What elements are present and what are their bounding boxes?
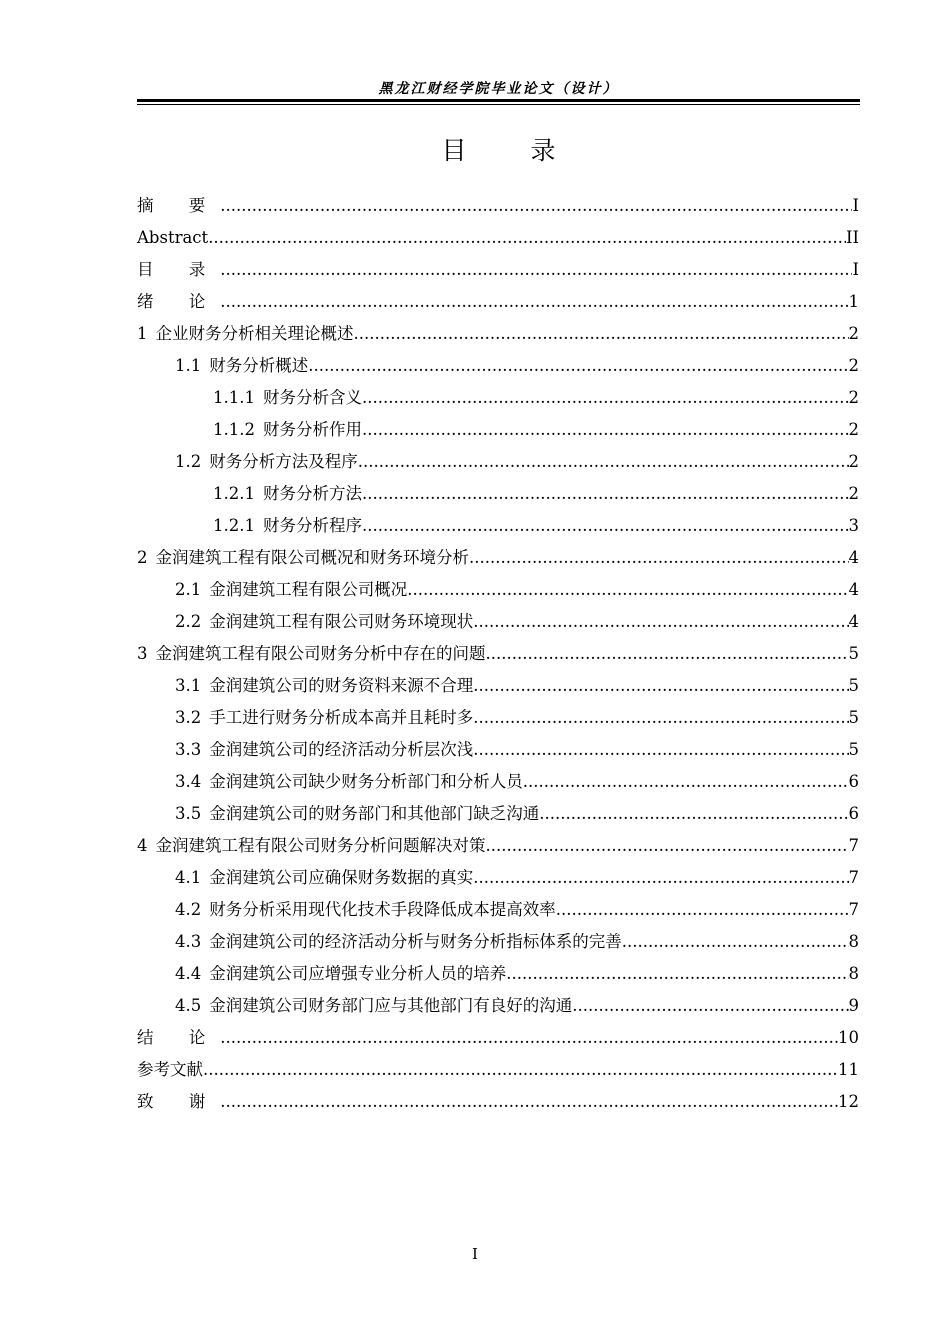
toc-leader-dots [220,194,852,218]
toc-entry-page: 2 [848,452,859,471]
toc-entry-text: 金润建筑公司缺少财务分析部门和分析人员 [209,772,523,791]
toc-entry-page: 9 [848,996,859,1015]
toc-entry-number: 3.3 [175,740,202,759]
toc-entry-text: 结 论 [137,1028,221,1047]
toc-leader-dots [473,610,848,634]
toc-leader-dots [362,514,849,538]
toc-entry-text: 绪 论 [137,292,221,311]
toc-entry[interactable] [137,866,859,898]
toc-entry-number: 2.2 [175,612,202,631]
toc-leader-dots [220,258,852,282]
toc-entry-text: 金润建筑工程有限公司概况和财务环境分析 [155,548,469,567]
toc-entry-text: 财务分析作用 [262,420,362,439]
toc-entry-number: 4.4 [175,964,202,983]
toc-entry[interactable] [137,898,859,930]
toc-entry[interactable] [137,450,859,482]
toc-leader-dots [473,866,848,890]
toc-entry-label [137,258,220,282]
toc-entry-page: 7 [848,868,859,887]
toc-entry-label [137,834,486,858]
toc-leader-dots [354,322,849,346]
toc-entry-text: 目 录 [137,260,221,279]
toc-entry-label [137,194,220,218]
toc-entry-page: 3 [848,516,859,535]
toc-entry[interactable] [137,674,859,706]
toc-entry-page: I [852,260,859,279]
running-header: 黑龙江财经学院毕业论文（设计） [378,81,619,97]
toc-entry[interactable] [137,642,859,674]
toc-entry-number: 1.2 [175,452,202,471]
toc-entry-text: 金润建筑公司的财务资料来源不合理 [209,676,474,695]
toc-leader-dots [622,930,849,954]
toc-entry-number: 3 [137,644,148,663]
toc-entry-number: 3.2 [175,708,202,727]
toc-leader-dots [572,994,848,1018]
toc-entry-page: 4 [848,580,859,599]
toc-entry-number: 1.2.1 [213,516,255,535]
toc-entry-number: 4 [137,836,148,855]
toc-entry[interactable] [137,930,859,962]
toc-entry-label [137,226,208,250]
toc-entry-text: 金润建筑工程有限公司财务分析问题解决对策 [155,836,486,855]
toc-entry[interactable] [137,482,859,514]
toc-entry[interactable] [137,354,859,386]
toc-entry-number: 1.1 [175,356,202,375]
toc-entry-label [175,866,473,890]
table-of-contents [137,194,859,1122]
toc-entry-text: 财务分析程序 [262,516,362,535]
toc-entry-label [137,1090,220,1114]
toc-leader-dots [220,290,848,314]
toc-leader-dots [506,962,848,986]
toc-entry-label [175,770,523,794]
toc-entry[interactable] [137,994,859,1026]
header-rule-thin [137,104,860,105]
toc-entry-number: 2 [137,548,148,567]
toc-entry-label [213,514,362,538]
toc-leader-dots [539,802,848,826]
toc-entry-number: 4.2 [175,900,202,919]
toc-entry-page: I [852,196,859,215]
toc-entry-label [137,642,486,666]
toc-leader-dots [469,546,849,570]
toc-entry-page: 8 [848,964,859,983]
toc-entry[interactable] [137,610,859,642]
toc-entry-text: 摘 要 [137,196,221,215]
toc-entry-page: II [845,228,859,247]
toc-leader-dots [407,578,848,602]
toc-leader-dots [308,354,848,378]
toc-entry[interactable] [137,1026,859,1058]
toc-entry-label [175,994,572,1018]
toc-entry[interactable] [137,514,859,546]
toc-entry-label [175,706,473,730]
toc-entry-page: 6 [848,772,859,791]
toc-leader-dots [362,482,849,506]
toc-entry-text: 金润建筑工程有限公司概况 [209,580,408,599]
toc-entry-page: 2 [848,388,859,407]
toc-leader-dots [208,226,846,250]
toc-entry-label [137,1026,220,1050]
toc-entry-label [213,386,362,410]
toc-entry-label [175,610,473,634]
toc-entry-page: 1 [848,292,859,311]
toc-entry[interactable] [137,546,859,578]
toc-entry-label [213,482,362,506]
toc-entry-page: 8 [848,932,859,951]
toc-entry-label [137,1058,203,1082]
toc-entry-label [175,930,622,954]
toc-entry-page: 6 [848,804,859,823]
toc-entry-text: 金润建筑公司应增强专业分析人员的培养 [209,964,507,983]
toc-entry-text: 金润建筑公司财务部门应与其他部门有良好的沟通 [209,996,573,1015]
toc-entry-page: 12 [838,1092,859,1111]
toc-entry[interactable] [137,962,859,994]
toc-entry-text: 金润建筑工程有限公司财务分析中存在的问题 [155,644,486,663]
toc-entry-label [137,322,354,346]
toc-leader-dots [486,642,849,666]
toc-entry-page: 4 [848,612,859,631]
toc-entry[interactable] [137,290,859,322]
page-number: I [472,1245,478,1263]
toc-entry-text: 参考文献 [137,1060,203,1079]
toc-entry-label [137,546,469,570]
toc-entry-text: 财务分析方法及程序 [209,452,358,471]
toc-entry-number: 2.1 [175,580,202,599]
toc-entry[interactable] [137,770,859,802]
toc-entry-text: 金润建筑公司的财务部门和其他部门缺乏沟通 [209,804,540,823]
toc-leader-dots [358,450,849,474]
toc-leader-dots [362,418,849,442]
toc-entry-label [175,674,473,698]
toc-entry-text: 企业财务分析相关理论概述 [155,324,354,343]
toc-entry-page: 2 [848,420,859,439]
toc-entry[interactable] [137,802,859,834]
header-rule-thick [137,99,860,102]
toc-entry-page: 11 [838,1060,859,1079]
toc-entry[interactable] [137,322,859,354]
toc-entry[interactable] [137,834,859,866]
toc-entry-page: 10 [838,1028,859,1047]
toc-entry-number: 1.1.2 [213,420,255,439]
toc-entry[interactable] [137,738,859,770]
toc-leader-dots [473,738,848,762]
toc-entry[interactable] [137,578,859,610]
toc-entry-number: 3.4 [175,772,202,791]
toc-entry-number: 1.1.1 [213,388,255,407]
toc-entry-text: 手工进行财务分析成本高并且耗时多 [209,708,474,727]
toc-entry-label [175,962,506,986]
toc-entry-number: 3.1 [175,676,202,695]
toc-entry-label [175,802,539,826]
toc-entry-label [213,418,362,442]
toc-leader-dots [486,834,849,858]
toc-entry-number: 4.1 [175,868,202,887]
toc-entry-text: Abstract [137,228,209,247]
toc-entry-label [175,354,308,378]
toc-entry-page: 2 [848,324,859,343]
toc-entry-number: 4.3 [175,932,202,951]
toc-leader-dots [220,1090,838,1114]
toc-leader-dots [473,706,848,730]
toc-entry-text: 财务分析概述 [209,356,309,375]
toc-entry-text: 金润建筑公司的经济活动分析层次浅 [209,740,474,759]
toc-entry-number: 4.5 [175,996,202,1015]
toc-entry-page: 5 [848,740,859,759]
toc-entry[interactable] [137,1058,859,1090]
toc-leader-dots [523,770,849,794]
toc-entry-page: 5 [848,676,859,695]
toc-entry-text: 财务分析含义 [262,388,362,407]
toc-entry-page: 2 [848,484,859,503]
toc-leader-dots [473,674,848,698]
toc-entry[interactable] [137,418,859,450]
toc-entry-label [137,290,220,314]
toc-entry-text: 金润建筑公司的经济活动分析与财务分析指标体系的完善 [209,932,622,951]
toc-leader-dots [556,898,849,922]
toc-entry-page: 5 [848,644,859,663]
toc-entry-text: 致 谢 [137,1092,221,1111]
toc-entry-text: 财务分析方法 [262,484,362,503]
toc-entry-page: 7 [848,900,859,919]
toc-leader-dots [220,1026,838,1050]
toc-entry-text: 财务分析采用现代化技术手段降低成本提高效率 [209,900,556,919]
toc-entry[interactable] [137,258,859,290]
toc-entry-number: 1 [137,324,148,343]
toc-leader-dots [203,1058,838,1082]
toc-entry-number: 1.2.1 [213,484,255,503]
toc-entry-text: 金润建筑工程有限公司财务环境现状 [209,612,474,631]
toc-entry-page: 4 [848,548,859,567]
toc-entry-label [175,450,358,474]
toc-entry-page: 5 [848,708,859,727]
toc-entry-label [175,738,473,762]
toc-entry-text: 金润建筑公司应确保财务数据的真实 [209,868,474,887]
toc-entry[interactable] [137,706,859,738]
toc-entry-label [175,578,407,602]
toc-title: 目 录 [441,136,584,165]
toc-leader-dots [362,386,849,410]
toc-entry[interactable] [137,226,859,258]
toc-entry[interactable] [137,386,859,418]
toc-entry-label [175,898,556,922]
toc-entry-page: 2 [848,356,859,375]
toc-entry-page: 7 [848,836,859,855]
toc-entry[interactable] [137,194,859,226]
toc-entry-number: 3.5 [175,804,202,823]
toc-entry[interactable] [137,1090,859,1122]
